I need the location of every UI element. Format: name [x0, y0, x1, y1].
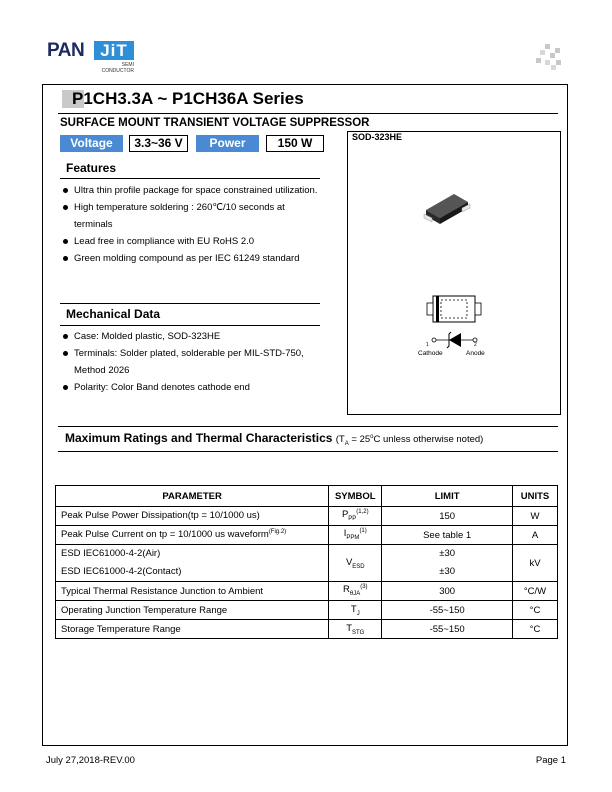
ratings-table	[55, 485, 558, 639]
cell-symbol: $T_{STG}$	[329, 620, 382, 639]
ratings-bottom-rule	[58, 451, 558, 452]
cell-unit: °C	[512, 620, 557, 639]
ratings-condition: ($T_A = 25^oC$ unless otherwise noted)	[335, 433, 484, 447]
logo-subtitle	[94, 62, 134, 74]
cathode-label: Cathode	[418, 350, 443, 357]
cell-param: Typical Thermal Resistance Junction to Ambient	[56, 582, 329, 601]
header-units: UNITS	[512, 486, 557, 507]
cell-param: Peak Pulse Current on tp = 10/1000 us waveform$^{(Fig.2)}$	[56, 526, 329, 545]
package-box	[347, 131, 561, 415]
header-symbol: SYMBOL	[329, 486, 382, 507]
cell-symbol: $V_{ESD}$	[329, 545, 382, 582]
list-item: Lead free in compliance with EU RoHS 2.0	[62, 233, 342, 250]
cell-param: Operating Junction Temperature Range	[56, 601, 329, 620]
cell-unit: W	[512, 507, 557, 526]
features-heading: Features	[66, 161, 117, 175]
footer-revision: July 27,2018-REV.00	[46, 755, 135, 766]
cell-unit: °C	[512, 601, 557, 620]
list-item: Polarity: Color Band denotes cathode end	[62, 379, 342, 396]
cell-symbol: $R_{\theta JA}^{(3)}$	[329, 582, 382, 601]
features-list	[62, 182, 342, 267]
table-row	[56, 601, 558, 620]
table-row	[56, 526, 558, 545]
list-item-continuation	[62, 362, 342, 379]
table-row	[56, 620, 558, 639]
logo-pan-text: PAN	[47, 40, 85, 61]
ratings-heading	[65, 431, 483, 447]
list-item-text: Method 2026	[74, 365, 130, 376]
title-divider	[58, 113, 558, 114]
list-item: Terminals: Solder plated, solderable per MIL-STD-750,	[62, 345, 342, 362]
ratings-title: Maximum Ratings and Thermal Characteristics	[65, 431, 333, 445]
ratings-top-rule	[58, 426, 558, 427]
list-item-text: terminals	[74, 219, 113, 230]
voltage-label: Voltage	[60, 135, 123, 152]
list-item: Green molding compound as per IEC 61249 standard	[62, 250, 342, 267]
cell-limit: ±30 ±30	[382, 545, 513, 582]
decorative-checker-icon	[536, 44, 564, 70]
cell-symbol: $T_J$	[329, 601, 382, 620]
cell-limit: 300	[382, 582, 513, 601]
cell-limit: See table 1	[382, 526, 513, 545]
list-item: High temperature soldering : 260℃/10 seconds at	[62, 199, 342, 216]
logo-sub-line1: SEMI	[121, 62, 134, 68]
page-subtitle: SURFACE MOUNT TRANSIENT VOLTAGE SUPPRESSOR	[60, 117, 370, 129]
mechanical-top-rule	[60, 303, 320, 304]
list-item-continuation	[62, 216, 342, 233]
cell-param: Storage Temperature Range	[56, 620, 329, 639]
table-row	[56, 545, 558, 582]
page-title: P1CH3.3A ~ P1CH36A Series	[72, 89, 304, 108]
cell-limit: -55~150	[382, 601, 513, 620]
table-row	[56, 507, 558, 526]
package-photo-icon	[418, 188, 478, 232]
features-rule	[60, 178, 320, 179]
pin1-label: 1	[426, 342, 429, 348]
mechanical-heading: Mechanical Data	[66, 307, 161, 321]
package-label: SOD-323HE	[352, 132, 403, 142]
voltage-value: 3.3~36 V	[129, 135, 188, 152]
list-item: Ultra thin profile package for space constrained utilization.	[62, 182, 342, 199]
pin2-label: 2	[474, 342, 477, 348]
logo-jit-badge: JiT	[94, 41, 134, 60]
footer-page-number: Page 1	[535, 755, 566, 766]
logo-sub-line2: CONDUCTOR	[101, 68, 134, 74]
cell-limit: 150	[382, 507, 513, 526]
cell-symbol: $I_{PPM}^{(1)}$	[329, 526, 382, 545]
mechanical-rule	[60, 325, 320, 326]
header-parameter: PARAMETER	[56, 486, 329, 507]
table-row	[56, 582, 558, 601]
anode-label: Anode	[466, 350, 485, 357]
cell-unit: A	[512, 526, 557, 545]
cell-param: ESD IEC61000-4-2(Air) ESD IEC61000-4-2(Contact)	[56, 545, 329, 582]
cell-limit: -55~150	[382, 620, 513, 639]
power-value: 150 W	[266, 135, 324, 152]
header-limit: LIMIT	[382, 486, 513, 507]
cell-unit: °C/W	[512, 582, 557, 601]
list-item: Case: Molded plastic, SOD-323HE	[62, 328, 342, 345]
cell-param: Peak Pulse Power Dissipation(tp = 10/1000 us)	[56, 507, 329, 526]
mechanical-list	[62, 328, 342, 396]
cell-unit: kV	[512, 545, 557, 582]
cell-symbol: $P_{PP}^{(1,2)}$	[329, 507, 382, 526]
table-header-row	[56, 486, 558, 507]
power-label: Power	[196, 135, 259, 152]
